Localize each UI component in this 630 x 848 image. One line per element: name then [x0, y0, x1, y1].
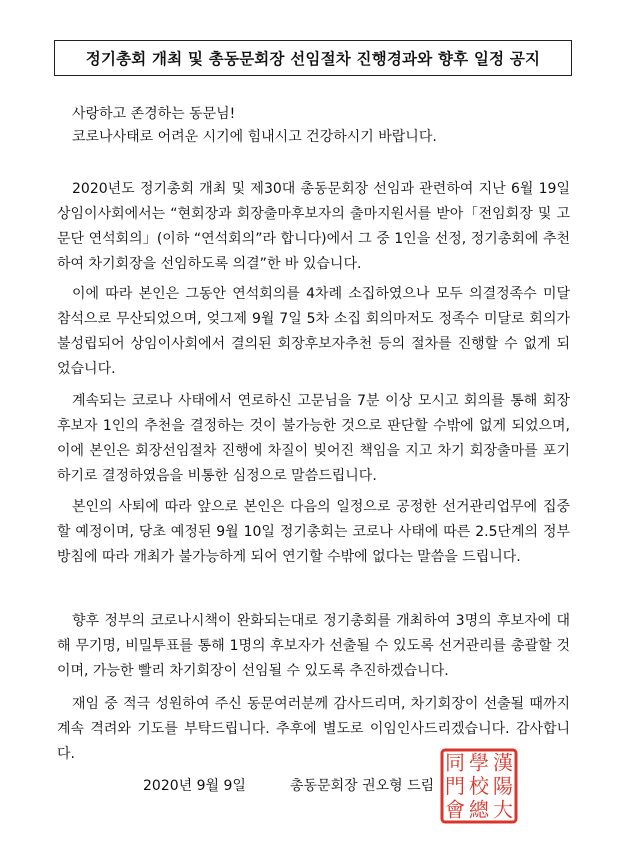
seal-character: 同: [445, 750, 465, 775]
greeting-line: 사랑하고 존경하는 동문님!: [72, 106, 236, 122]
paragraph-3: 계속되는 코로나 사태에서 연로하신 고문님을 7분 이상 모시고 회의를 통해 회장후보자 1인의 추천을 결정하는 것이 불가능한 것으로 판단할 수밖에 없게 되었으며, 이에 본인은 회장선임절차 진행에 차질이 빚어진 책임을 지고 차기 회장출마를 포기하기로 결정하였음을 비통한 심정으로 말씀드립니다.: [57, 393, 570, 484]
seal-character: 會: [445, 797, 465, 822]
seal-character: 漢: [493, 750, 513, 775]
notice-title: 정기총회 개최 및 총동문회장 선임절차 진행경과와 향후 일정 공지: [85, 50, 541, 68]
seal-character: 門: [445, 774, 465, 798]
paragraph-4: 본인의 사퇴에 따라 앞으로 본인은 다음의 일정으로 공정한 선거관리업무에 집중할 예정이며, 당초 예정된 9월 10일 정기총회는 코로나 사태에 따른 2.5단계의 정부방침에 따라 개최가 불가능하게 되어 연기할 수밖에 없다는 말씀을 드립니다.: [57, 499, 570, 565]
seal-character: 總: [469, 797, 489, 822]
seal-character: 學: [469, 750, 489, 775]
greeting-line: 코로나사태로 어려운 시기에 힘내시고 건강하시기 바랍니다.: [72, 129, 437, 145]
paragraph-5: 향후 정부의 코로나시책이 완화되는대로 정기총회를 개최하여 3명의 후보자에 대해 무기명, 비밀투표를 통해 1명의 후보자가 선출될 수 있도록 선거관리를 총괄할 것이며, 가능한 빨리 차기회장이 선임될 수 있도록 추진하겠습니다.: [57, 613, 570, 679]
paragraph-2: 이에 따라 본인은 그동안 연석회의를 4차례 소집하였으나 모두 의결정족수 미달 참석으로 무산되었으며, 엊그제 9월 7일 5차 소집 회의마저도 정족수 미달로 회의가 불성립되어 상임이사회에서 결의된 회장후보자추천 등의 절차를 진행할 수 없게 되었습니다.: [57, 286, 570, 377]
signature-date: 2020년 9월 9일: [143, 778, 246, 794]
official-seal-stamp: [440, 748, 518, 824]
seal-character: 陽: [493, 774, 513, 798]
paragraph-1: 2020년도 정기총회 개최 및 제30대 총동문회장 선임과 관련하여 지난 6월 19일 상임이사회에서는 “현회장과 회장출마후보자의 출마지원서를 받아「전임회장 및 고문단 연석회의」(이하 “연석회의”라 합니다)에서 그 중 1인을 선정, 정기총회에 추천하여 차기회장을 선임하도록 의결”한 바 있습니다.: [57, 181, 570, 272]
seal-character: 校: [469, 774, 489, 798]
paragraph-6: 재임 중 적극 성원하여 주신 동문여러분께 감사드리며, 차기회장이 선출될 때까지 계속 격려와 기도를 부탁드립니다. 추후에 별도로 이임인사드리겠습니다. 감사합니다.: [57, 696, 570, 762]
notice-title-box: [54, 40, 572, 76]
signature-author: 총동문회장 권오형 드림: [290, 778, 435, 794]
seal-character: 大: [493, 797, 513, 822]
greeting-block: [72, 103, 572, 149]
